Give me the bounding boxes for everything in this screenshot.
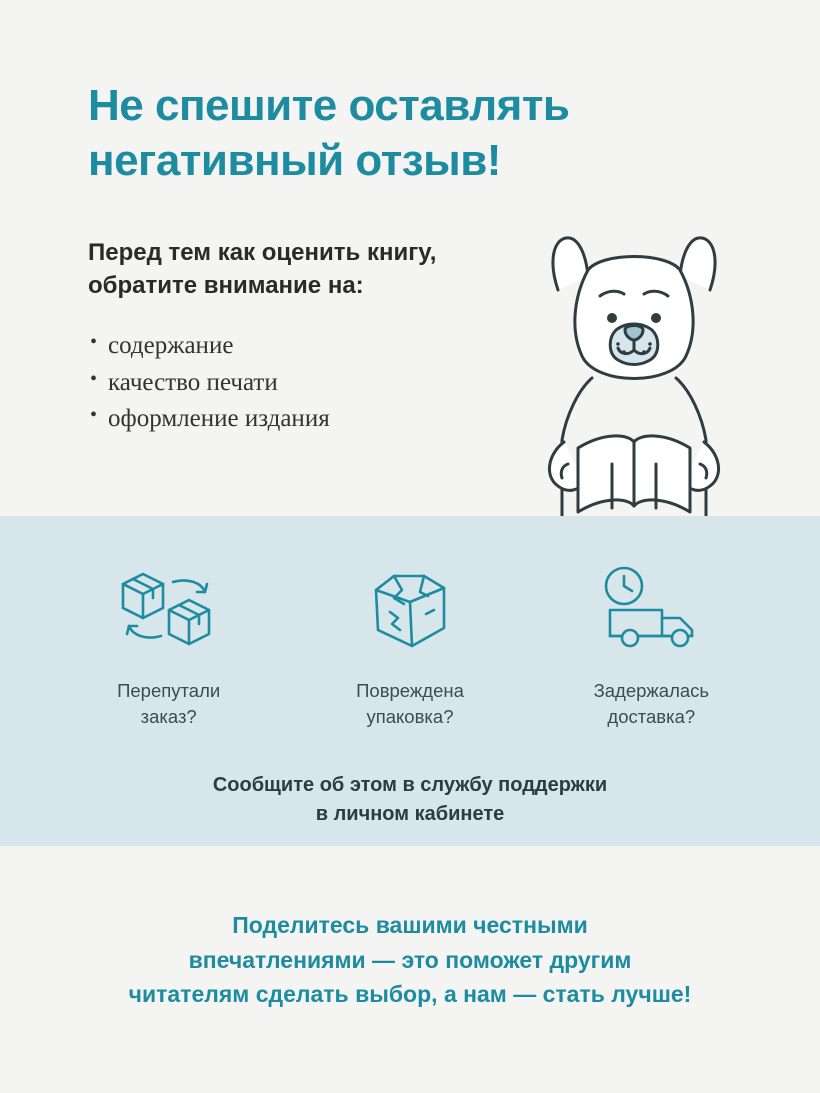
support-note-line-1: Сообщите об этом в службу поддержки	[212, 774, 608, 797]
issue-caption	[80, 678, 257, 729]
page-title	[88, 78, 748, 188]
closing-message	[129, 908, 692, 1012]
issue-caption-line-2: доставка?	[607, 705, 696, 727]
list-item: • оформление издания	[88, 401, 820, 438]
issue-caption-line-2: упаковка?	[366, 705, 454, 727]
issue-item-damaged-package	[321, 562, 498, 729]
issue-caption-line-1: Повреждена	[356, 680, 464, 701]
support-note	[0, 771, 820, 829]
subheading	[88, 236, 558, 302]
issue-caption	[321, 678, 498, 729]
headline-line-2: негативный отзыв!	[88, 136, 501, 185]
dog-reading-book-illustration	[504, 226, 764, 516]
top-section	[0, 0, 820, 516]
closing-line-3: читателям сделать выбор, а нам — стать лучше!	[128, 981, 692, 1007]
list-item: • качество печати	[88, 365, 820, 402]
closing-line-2: впечатлениями — это поможет другим	[188, 946, 632, 973]
issue-caption-line-1: Задержалась	[593, 680, 710, 701]
issue-item-mixed-order	[80, 562, 257, 729]
issue-caption-line-1: Перепутали	[117, 680, 221, 701]
damaged-box-icon	[321, 562, 498, 658]
delivery-truck-clock-icon	[563, 562, 740, 658]
issue-item-late-delivery	[563, 562, 740, 729]
headline-line-1: Не спешите оставлять	[88, 81, 570, 130]
issue-icon-row	[0, 562, 820, 729]
issue-caption	[563, 678, 740, 729]
subheading-line-2: обратите внимание на:	[88, 272, 364, 300]
closing-line-1: Поделитесь вашими честными	[232, 912, 588, 938]
subheading-line-1: Перед тем как оценить книгу,	[88, 239, 437, 266]
swap-boxes-icon	[80, 562, 257, 658]
support-note-line-2: в личном кабинете	[315, 803, 505, 826]
issue-caption-line-2: заказ?	[140, 705, 197, 727]
list-item: • содержание	[88, 328, 820, 365]
issues-band	[0, 516, 820, 846]
closing-section	[0, 846, 820, 1093]
